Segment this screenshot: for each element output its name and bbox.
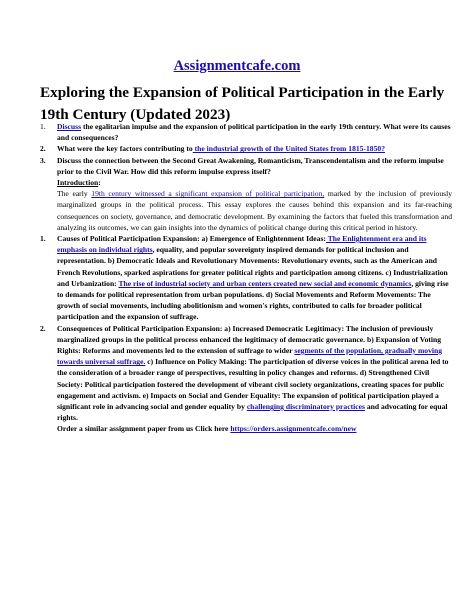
site-link[interactable]: Assignmentcafe.com	[173, 58, 301, 74]
section-text: Consequences of Political Participation Expansion: a) Increased Democratic Legitimacy: The inclusion of previously marginalized groups in the political process enhanced the legitimacy of democratic governance. b) Expansion of Voting Rights: Reforms and movements led to the extension of suffrage to wider	[57, 323, 442, 356]
section-text: , equality, and popular sovereignty inspired demands for political inclusion and representation. b) Democratic Ideals and Revolutionary Movements: Revolutionary events, such as the American and French Revolutions, sparked aspirations for greater political rights and participation among citizens. c) Industrialization and Urbanization:	[57, 245, 448, 288]
section-text: and advocating for equal rights.	[57, 402, 448, 423]
question-number: 1.	[40, 122, 46, 131]
section-number: 2.	[40, 323, 46, 333]
discuss-link[interactable]: Discuss	[57, 122, 82, 131]
introduction-colon: :	[98, 178, 101, 188]
industrial-society-link[interactable]: The rise of industrial society and urban centers created new social and economic dynamics	[118, 278, 412, 288]
section-text: Causes of Political Participation Expansion: a) Emergence of Enlightenment Ideas:	[57, 234, 326, 244]
introduction-label: Introduction	[57, 178, 99, 188]
question-text: What were the key factors contributing to	[57, 144, 193, 154]
question-item	[0, 143, 474, 154]
order-link[interactable]: https://orders.assignmentcafe.com/new	[230, 424, 357, 434]
question-item	[0, 155, 474, 177]
intro-link[interactable]: 19th century witnessed a significant expansion of political participation,	[91, 189, 325, 199]
enlightenment-link[interactable]: The Enlightenment era and its emphasis on individual rights	[57, 234, 427, 255]
order-line	[0, 423, 474, 434]
question-number: 3.	[40, 155, 46, 165]
introduction-heading	[0, 177, 474, 188]
question-item	[0, 121, 474, 143]
section-causes	[0, 233, 474, 323]
document-title: Exploring the Expansion of Political Participation in the Early 19th Century (Updated 2023)	[40, 84, 445, 123]
question-number: 2.	[40, 144, 46, 154]
introduction-paragraph	[0, 188, 474, 233]
universal-suffrage-link[interactable]: segments of the population, gradually moving towards universal suffrage.	[57, 346, 443, 367]
intro-text-start: The early	[57, 189, 92, 199]
order-text: Order a similar assignment paper from us Click here	[57, 424, 231, 434]
industrial-growth-link[interactable]: the industrial growth of the United States from 1815-1850?	[192, 144, 385, 154]
section-number: 1.	[40, 234, 46, 244]
section-consequences	[0, 323, 474, 424]
discriminatory-practices-link[interactable]: challenging discriminatory practices	[246, 402, 365, 412]
question-text: Discuss the connection between the Second Great Awakening, Romanticism, Transcendentalism and the reform impulse prior to the Civil War. How did this reform impulse express itself?	[57, 155, 444, 176]
section-text: c) Influence on Policy Making: The participation of diverse voices in the political arena led to the consideration of a broader range of perspectives, resulting in policy changes and reforms. d) Strengthened Civil Society: Political participation fostered the development of vibrant civil society organizations, creating spaces for public engagement and activism. e) Impacts on Social and Gender Equality: The expansion of political participation played a significant role in advancing social and gender equality by	[57, 357, 449, 412]
document-body	[0, 121, 474, 435]
section-text: , giving rise to demands for political representation from urban populations. d) Social Movements and Reform Movements: The growth of social movements, including abolitionism and women's rights, contributed to calls for broader political participation and the expansion of suffrage.	[57, 278, 449, 322]
intro-text-rest: marked by the inclusion of previously marginalized groups in the political process. This essay explores the causes behind this expansion and its far-reaching consequences on society, governance, and democratic development. By examining the factors that fueled this transformation and analyzing its outcomes, we can gain insights into the dynamics of political change during this critical period in history.	[57, 189, 452, 232]
question-text: the egalitarian impulse and the expansion of political participation in the early 19th century. What were its causes and consequences?	[57, 122, 451, 143]
